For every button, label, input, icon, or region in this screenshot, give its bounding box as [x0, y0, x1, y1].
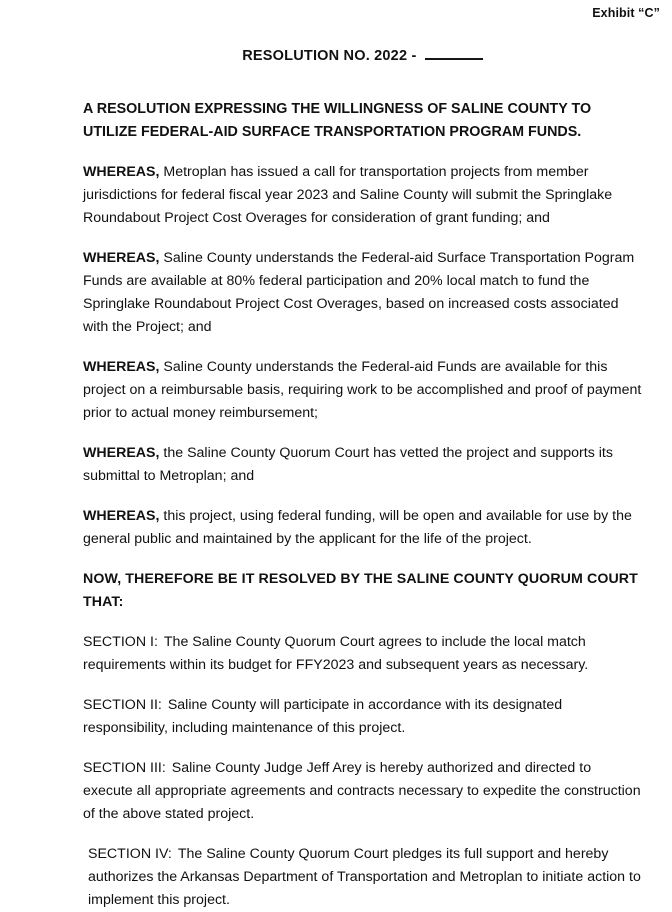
whereas-paragraph — [83, 247, 642, 339]
exhibit-label: Exhibit “C” — [592, 6, 660, 20]
whereas-body: the Saline County Quorum Court has vetted the project and supports its submittal to Metroplan; and — [83, 445, 613, 484]
whereas-lead: WHEREAS, — [83, 164, 160, 180]
section-paragraph-1 — [83, 631, 642, 677]
whereas-paragraph — [83, 442, 642, 488]
resolved-clause: NOW, THEREFORE BE IT RESOLVED BY THE SALINE COUNTY QUORUM COURT THAT: — [83, 571, 638, 610]
section-paragraph-3 — [83, 757, 642, 826]
resolution-number-blank — [425, 46, 483, 60]
whereas-body: Metroplan has issued a call for transportation projects from member jurisdictions for federal fiscal year 2023 and Saline County will submit the Springlake Roundabout Project Cost Overages for consideration of grant funding; and — [83, 164, 613, 226]
whereas-body: this project, using federal funding, will be open and available for use by the general public and maintained by the applicant for the life of the project. — [83, 508, 632, 547]
section-paragraph-4 — [83, 843, 642, 912]
section-lead: SECTION I: — [83, 634, 158, 650]
whereas-lead: WHEREAS, — [83, 359, 160, 375]
section-paragraph-2 — [83, 694, 642, 740]
section-lead: SECTION II: — [83, 697, 162, 713]
section-body: Saline County Judge Jeff Arey is hereby authorized and directed to execute all appropriate agreements and contracts necessary to expedite the construction of the above stated project. — [83, 760, 641, 822]
whereas-lead: WHEREAS, — [83, 250, 160, 266]
section-lead: SECTION IV: — [88, 846, 172, 862]
whereas-lead: WHEREAS, — [83, 508, 160, 524]
whereas-lead: WHEREAS, — [83, 445, 160, 461]
resolution-heading: A RESOLUTION EXPRESSING THE WILLINGNESS OF SALINE COUNTY TO UTILIZE FEDERAL-AID SURFACE TRANSPORTATION PROGRAM FUNDS. — [83, 101, 592, 140]
section-lead: SECTION III: — [83, 760, 166, 776]
whereas-body: Saline County understands the Federal-aid Surface Transportation Pogram Funds are available at 80% federal participation and 20% local match to fund the Springlake Roundabout Project Cost Overages, based on increased costs associated with the Project; and — [83, 250, 635, 335]
whereas-paragraph — [83, 505, 642, 551]
resolution-title: RESOLUTION NO. 2022 - — [242, 48, 417, 64]
whereas-paragraph — [83, 356, 642, 425]
section-body: The Saline County Quorum Court pledges its full support and hereby authorizes the Arkansas Department of Transportation and Metroplan to initiate action to implement this project. — [88, 846, 641, 908]
section-body: The Saline County Quorum Court agrees to include the local match requirements within its budget for FFY2023 and subsequent years as necessary. — [83, 634, 589, 673]
section-body: Saline County will participate in accordance with its designated responsibility, including maintenance of this project. — [83, 697, 563, 736]
resolution-title-row — [83, 46, 642, 64]
whereas-paragraph — [83, 161, 642, 230]
whereas-body: Saline County understands the Federal-aid Funds are available for this project on a reimbursable basis, requiring work to be accomplished and proof of payment prior to actual money reimbursement; — [83, 359, 642, 421]
